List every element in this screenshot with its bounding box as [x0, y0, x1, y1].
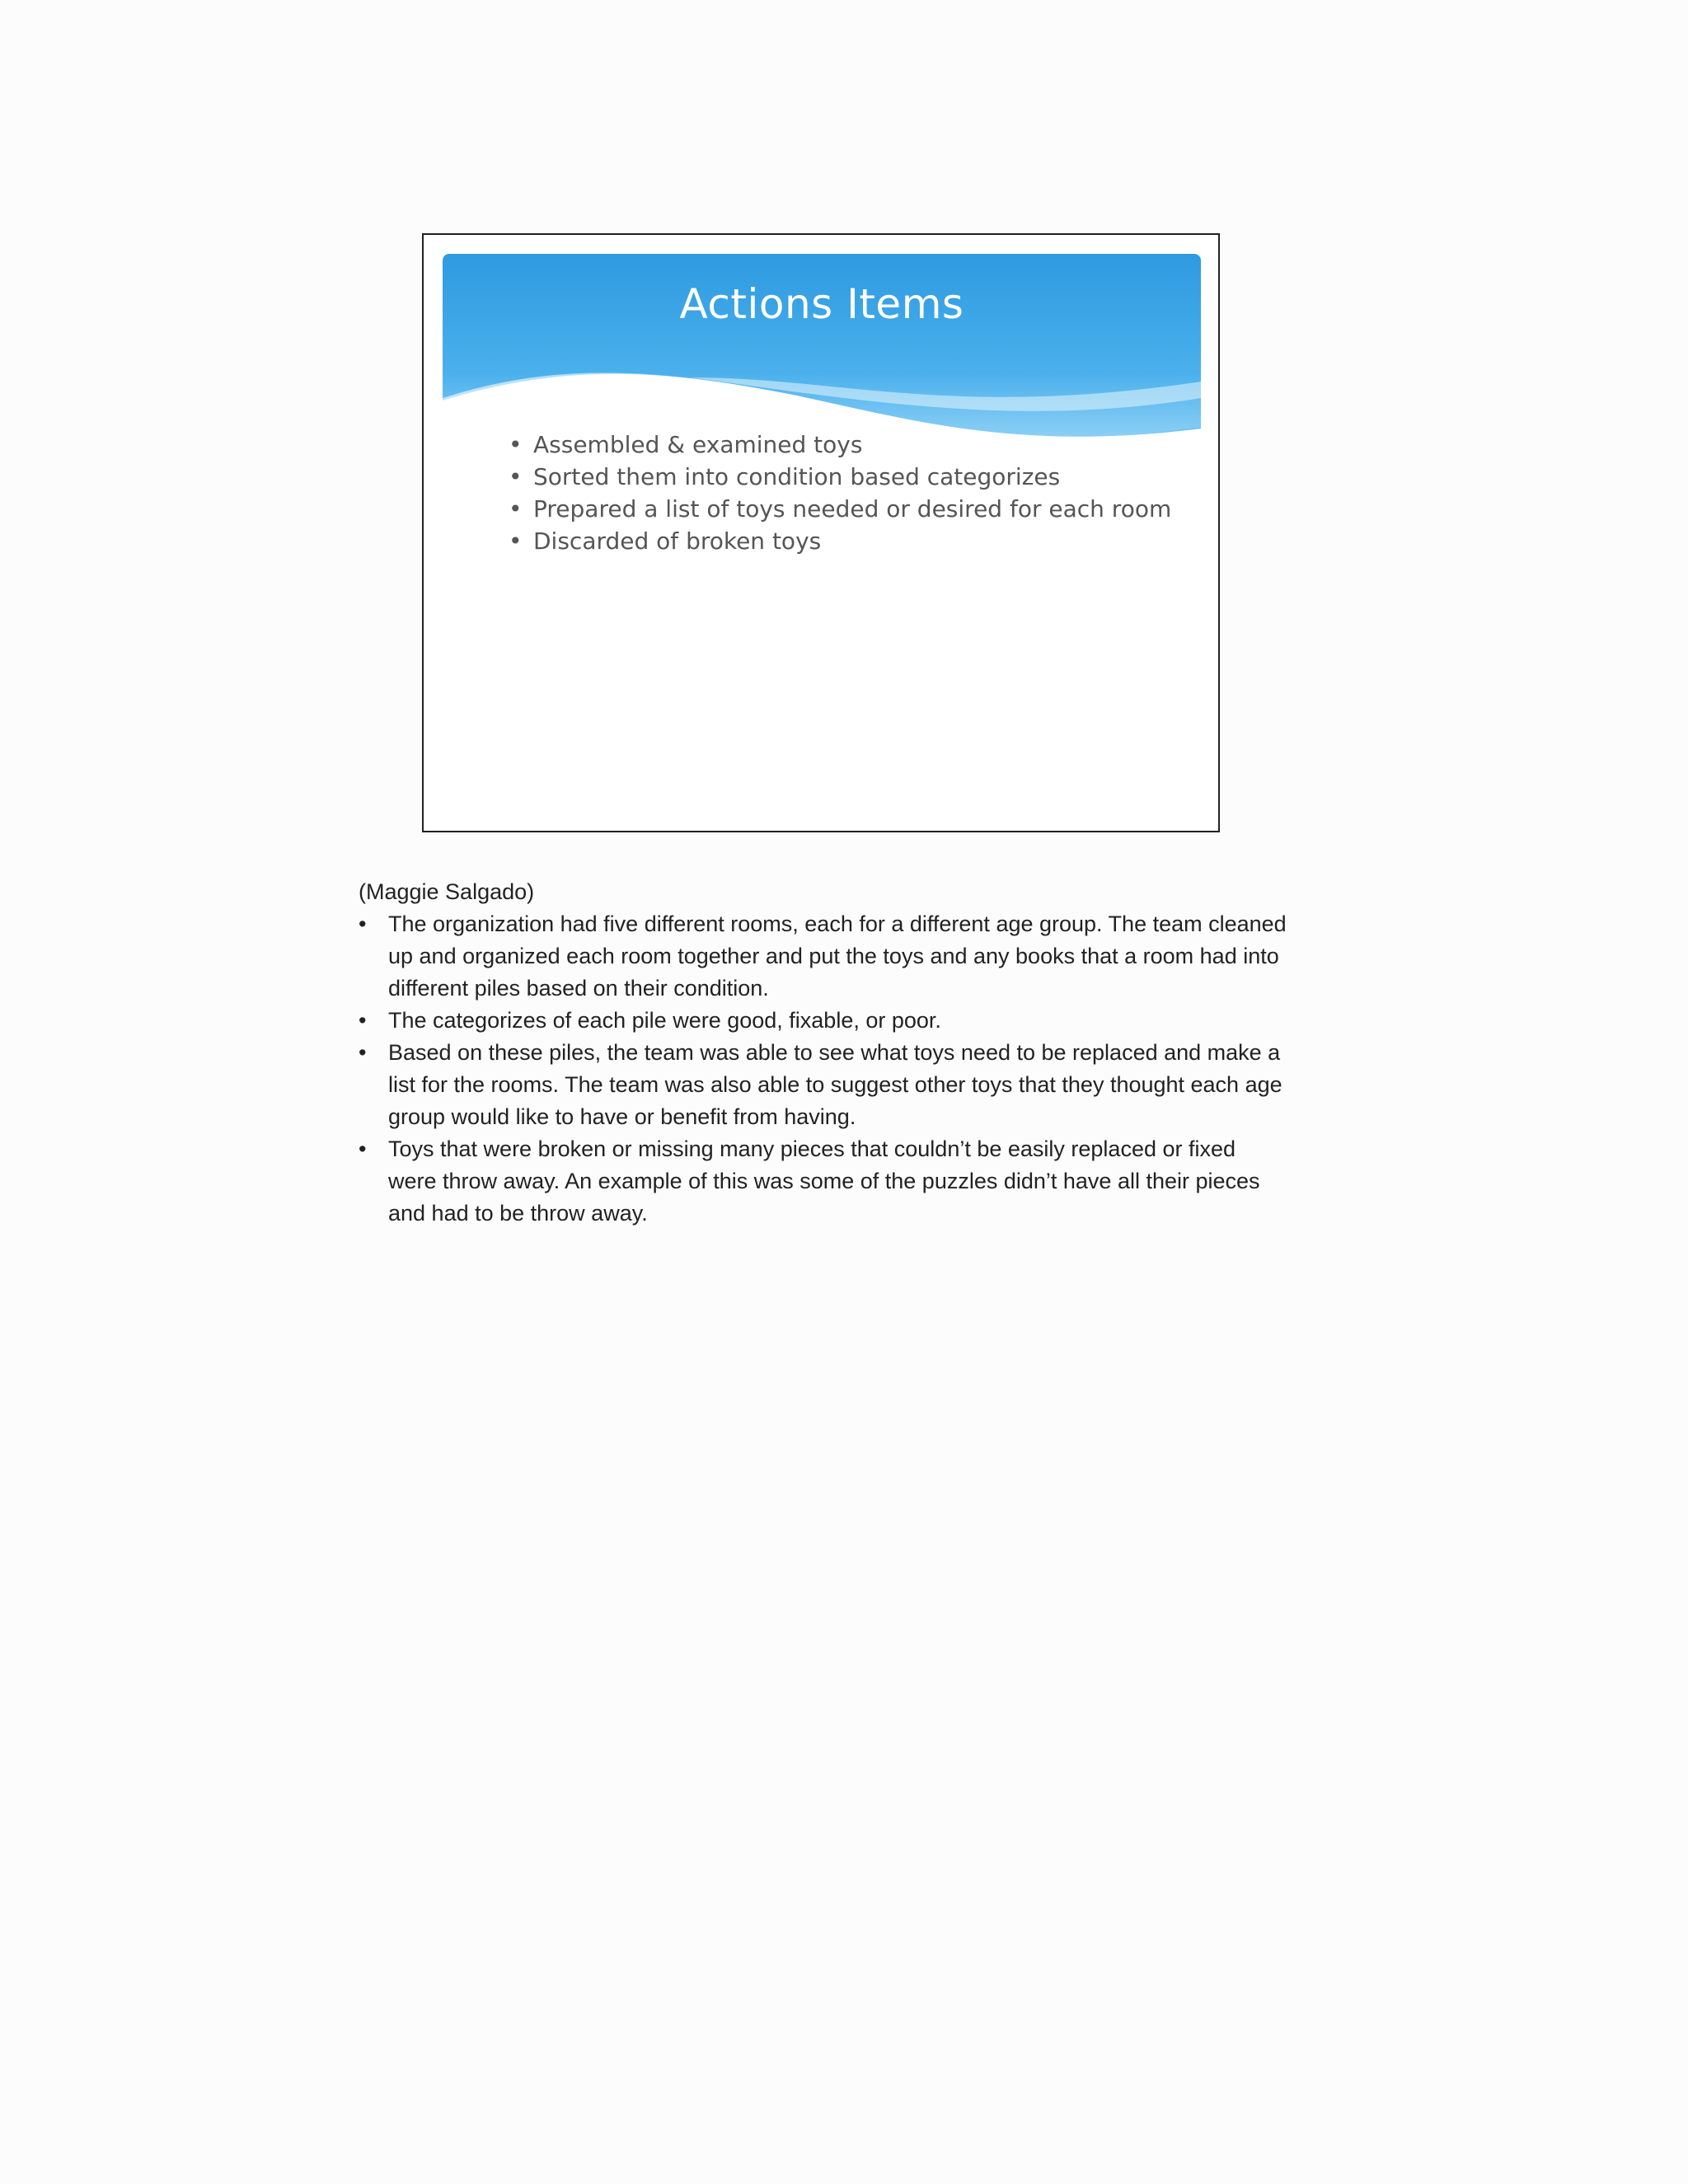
- notes-list-item: [359, 1037, 1290, 1133]
- slide-bullet-list: [509, 429, 1184, 557]
- notes-list-item: [359, 908, 1290, 1005]
- slide-bullet-item: [509, 525, 1184, 557]
- bullet-icon: •: [509, 527, 523, 555]
- slide-bullet-item: [509, 493, 1184, 525]
- bullet-icon: •: [359, 912, 367, 936]
- bullet-icon: •: [359, 1040, 367, 1065]
- slide-title: Actions Items: [679, 280, 964, 328]
- notes-list-item: [359, 1005, 1290, 1037]
- slide-thumbnail: [422, 233, 1220, 832]
- slide-bullet-text: Assembled & examined toys: [533, 431, 863, 458]
- slide-bullet-text: Sorted them into condition based categorizes: [533, 463, 1061, 490]
- notes-bullet-list: [359, 908, 1290, 1230]
- notes-item-text: The organization had five different rooms, each for a different age group. The team cleaned up and organized each room together and put the toys and any books that a room had into different piles based on their condition.: [388, 912, 1287, 1001]
- slide-bullet-item: [509, 429, 1184, 461]
- slide-title-banner: [443, 254, 1201, 452]
- bullet-icon: •: [509, 495, 523, 523]
- notes-author: (Maggie Salgado): [359, 879, 535, 904]
- notes-list-item: [359, 1133, 1290, 1230]
- notes-item-text: Toys that were broken or missing many pieces that couldn’t be easily replaced or fixed were throw away. An example of this was some of the puzzles didn’t have all their pieces and had to be throw away.: [388, 1137, 1260, 1226]
- bullet-icon: •: [359, 1137, 367, 1161]
- speaker-notes: [359, 876, 1290, 1230]
- slide-bullet-text: Prepared a list of toys needed or desired for each room: [533, 495, 1172, 523]
- slide-bullet-item: [509, 461, 1184, 493]
- notes-item-text: The categorizes of each pile were good, fixable, or poor.: [388, 1008, 941, 1033]
- bullet-icon: •: [359, 1008, 367, 1033]
- slide-bullet-text: Discarded of broken toys: [533, 527, 822, 555]
- bullet-icon: •: [509, 463, 523, 490]
- bullet-icon: •: [509, 431, 523, 458]
- notes-item-text: Based on these piles, the team was able to see what toys need to be replaced and make a list for the rooms. The team was also able to suggest other toys that they thought each age group would like to have or benefit from having.: [388, 1040, 1282, 1129]
